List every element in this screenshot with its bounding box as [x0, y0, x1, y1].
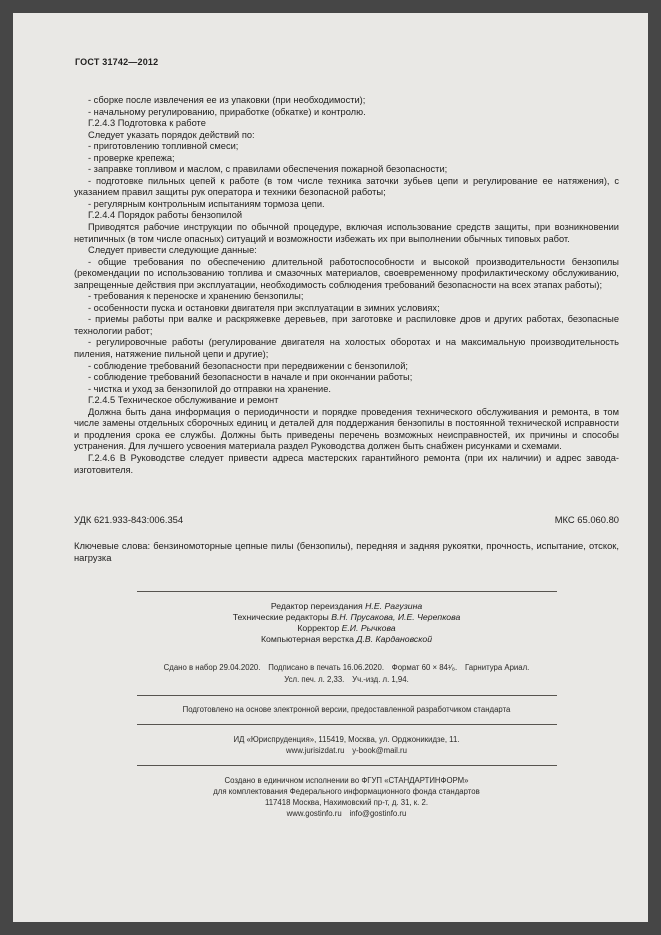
body-paragraph: Приводятся рабочие инструкции по обычной процедуре, включая использование средств защиты, при возникновении нетипичных (в том числе опасных) ситуаций и возможности избежать их при выполнении обычных типовых работ. — [74, 222, 619, 244]
divider — [137, 724, 557, 725]
credit-line — [74, 601, 619, 612]
credit-role: Технические редакторы — [232, 611, 332, 622]
body-paragraph: Г.2.4.5 Техническое обслуживание и ремонт — [88, 395, 279, 406]
credit-name: Д.В. Кардановской — [356, 634, 433, 645]
udk-code: УДК 621.933-843:006.354 — [74, 514, 184, 526]
standartinform-line: 117418 Москва, Нахимовский пр-т, д. 31, к. 2. — [264, 798, 429, 808]
body-paragraph: Следует указать порядок действий по: — [88, 129, 255, 140]
standartinform-block — [74, 775, 619, 819]
credit-name: Е.И. Рычкова — [341, 623, 396, 634]
body-paragraph: - чистка и уход за бензопилой до отправки на хранение. — [88, 383, 331, 394]
body-paragraph: Г.2.4.6 В Руководстве следует привести адреса мастерских гарантийного ремонта (при их наличии) и адрес завода-изготовителя. — [74, 452, 619, 475]
body-paragraph: Следует привести следующие данные: — [88, 245, 257, 256]
credit-name: В.Н. Прусакова, И.Е. Черепкова — [331, 611, 461, 622]
body-paragraph: - регулярным контрольным испытаниям тормоза цепи. — [88, 198, 325, 209]
publisher-block — [74, 734, 619, 756]
imprint-line-1: Сдано в набор 29.04.2020. Подписано в печать 16.06.2020. Формат 60 × 84¹⁄₈. Гарнитура Ариал. — [163, 663, 530, 673]
body-paragraph: - соблюдение требований безопасности в начале и при окончании работы; — [88, 372, 413, 383]
body-paragraph: - приготовлению топливной смеси; — [88, 141, 239, 152]
body-paragraph: - регулировочные работы (регулирование двигателя на холостых оборотах и на максимальную производительность пиления, натяжение пильной цепи и другие); — [74, 337, 619, 360]
codes-row — [74, 514, 619, 525]
publisher-line: ИД «Юриспруденция», 115419, Москва, ул. Орджоникидзе, 11. — [233, 735, 460, 745]
body-paragraph: - заправке топливом и маслом, с правилами обеспечения пожарной безопасности; — [88, 164, 448, 175]
keywords-line: Ключевые слова: бензиномоторные цепные пилы (бензопилы), передняя и задняя рукоятки, прочность, испытание, отскок, нагрузка — [74, 540, 619, 563]
document-body — [74, 95, 619, 476]
standartinform-line: www.gostinfo.ru info@gostinfo.ru — [286, 809, 407, 819]
body-paragraph: - требования к переноске и хранению бензопилы; — [88, 291, 304, 302]
body-paragraph: - начальному регулированию, приработке (обкатке) и контролю. — [88, 106, 366, 117]
mks-code: МКС 65.060.80 — [554, 514, 619, 526]
credit-role: Компьютерная верстка — [260, 634, 357, 645]
credit-name: Н.Е. Рагузина — [365, 600, 423, 611]
credit-role: Редактор переиздания — [270, 600, 366, 611]
editorial-credits — [74, 601, 619, 646]
body-paragraph: - общие требования по обеспечению длительной работоспособности и высокой производительности бензопилы (рекомендации по использованию топлива и смазочных материалов, своевременному профилактическому обслуживанию, запрещенные действия при эксплуатации, необходимость соблюдения требований безопасности на всех этапах работы); — [74, 256, 619, 290]
document-page — [13, 13, 648, 922]
credit-line — [74, 634, 619, 645]
publisher-line: www.jurisizdat.ru y-book@mail.ru — [285, 746, 407, 756]
credit-line — [74, 623, 619, 634]
credit-role: Корректор — [297, 623, 342, 634]
body-paragraph: - проверке крепежа; — [88, 152, 175, 163]
body-paragraph: - особенности пуска и остановки двигателя при эксплуатации в зимних условиях; — [88, 302, 440, 313]
divider — [137, 765, 557, 766]
divider — [137, 695, 557, 696]
body-paragraph: - приемы работы при валке и раскряжевке деревьев, при заготовке и распиловке дров и других работах, безопасные технологии работ; — [74, 314, 619, 336]
imprint-line-2: Усл. печ. л. 2,33. Уч.-изд. л. 1,94. — [284, 675, 409, 685]
credit-line — [74, 612, 619, 623]
doc-number: ГОСТ 31742—2012 — [75, 57, 159, 67]
body-paragraph: - соблюдение требований безопасности при передвижении с бензопилой; — [88, 360, 408, 371]
standartinform-line: для комплектования Федерального информационного фонда стандартов — [213, 787, 480, 797]
body-paragraph: - подготовке пильных цепей к работе (в том числе техника заточки зубьев цепи и регулирование ее натяжения), с указанием правил защиты рук оператора и техники безопасной работы; — [74, 175, 619, 198]
body-paragraph: - сборке после извлечения ее из упаковки (при необходимости); — [88, 95, 366, 105]
body-paragraph: Г.2.4.3 Подготовка к работе — [88, 118, 206, 129]
prepared-note: Подготовлено на основе электронной версии, предоставленной разработчиком стандарта — [182, 705, 511, 715]
body-paragraph: Г.2.4.4 Порядок работы бензопилой — [88, 210, 243, 221]
imprint-block — [74, 662, 619, 686]
standartinform-line: Создано в единичном исполнении во ФГУП «СТАНДАРТИНФОРМ» — [224, 776, 469, 786]
body-paragraph: Должна быть дана информация о периодичности и порядке проведения технического обслуживания и ремонта, в том числе замены отдельных сборочных единиц и деталей для поддержания бензопилы в постоянной технической исправности и продления срока ее службы. Должны быть приведены перечень возможных неисправностей, их причины и способы устранения. Для лучшего усвоения материала раздел Руководства должен быть снабжен рисунками и схемами. — [74, 406, 619, 452]
divider — [137, 591, 557, 592]
